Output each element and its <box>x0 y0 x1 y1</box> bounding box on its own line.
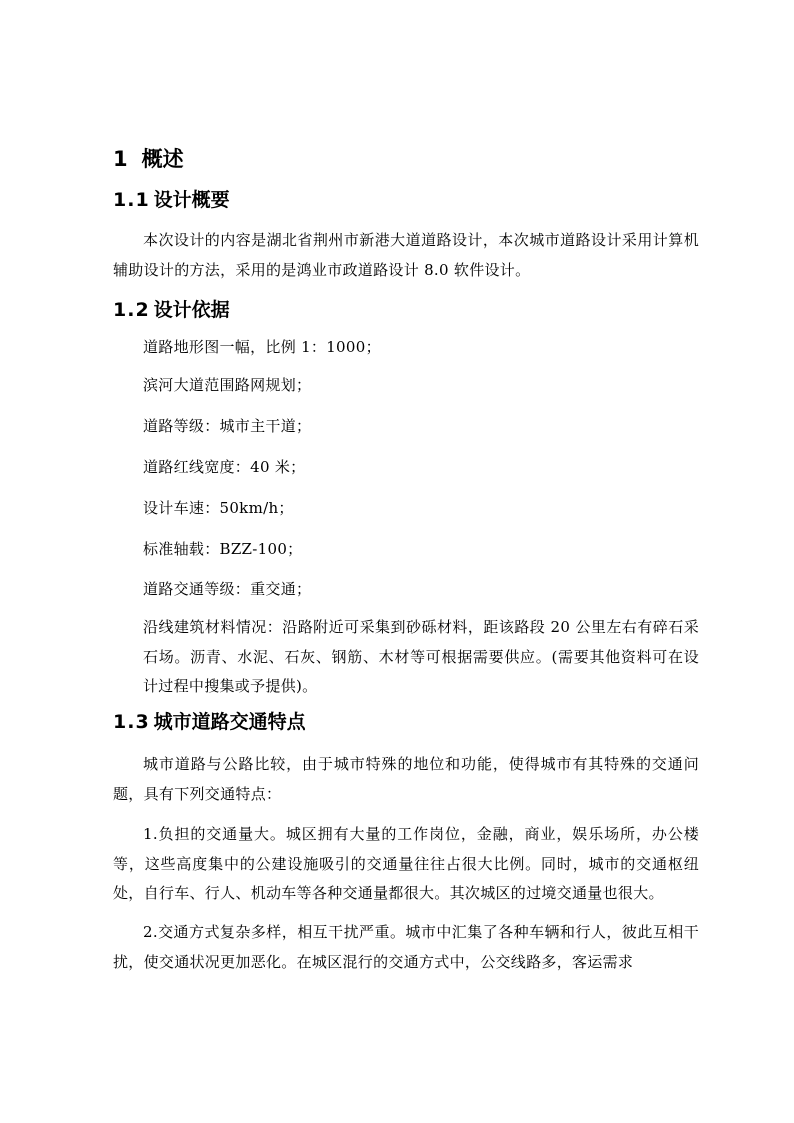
section-title: 城市道路交通特点 <box>153 711 306 733</box>
section-number: 1.1 <box>113 189 150 211</box>
chapter-title: 概述 <box>141 147 184 171</box>
section-number: 1.3 <box>113 711 150 733</box>
chapter-heading <box>113 144 184 174</box>
traffic-feature-2-paragraph: 2.交通方式复杂多样，相互干扰严重。城市中汇集了各种车辆和行人，彼此互相干扰，使交通状况更加恶化。在城区混行的交通方式中，公交线路多，客运需求 <box>113 923 699 971</box>
basis-item-topographic-map: 道路地形图一幅，比例 1：1000； <box>143 338 381 356</box>
section-title: 设计概要 <box>153 189 230 211</box>
section-heading-1-1 <box>113 186 230 214</box>
basis-item-red-line-width: 道路红线宽度：40 米； <box>143 458 306 476</box>
design-overview-paragraph: 本次设计的内容是湖北省荆州市新港大道道路设计，本次城市道路设计采用计算机辅助设计的方法，采用的是鸿业市政道路设计 8.0 软件设计。 <box>113 231 699 279</box>
section-heading-1-2 <box>113 296 230 324</box>
basis-item-road-grade: 道路等级：城市主干道； <box>143 417 312 435</box>
basis-item-building-materials: 沿线建筑材料情况：沿路附近可采集到砂砾材料，距该路段 20 公里左右有碎石采石场。沥青、水泥、石灰、钢筋、木材等可根据需要供应。(需要其他资料可在设计过程中搜集或予提供)。 <box>143 618 699 695</box>
section-title: 设计依据 <box>153 299 230 321</box>
basis-item-traffic-grade: 道路交通等级：重交通； <box>143 580 312 598</box>
section-heading-1-3 <box>113 708 306 736</box>
section-number: 1.2 <box>113 299 150 321</box>
traffic-feature-1-paragraph: 1.负担的交通量大。城区拥有大量的工作岗位，金融，商业，娱乐场所，办公楼等，这些高度集中的公建设施吸引的交通量往往占很大比例。同时，城市的交通枢纽处，自行车、行人、机动车等各种交通量都很大。其次城区的过境交通量也很大。 <box>113 825 699 902</box>
basis-item-standard-axle-load: 标准轴载：BZZ-100； <box>143 540 303 558</box>
traffic-intro-paragraph: 城市道路与公路比较，由于城市特殊的地位和功能，使得城市有其特殊的交通问题，具有下列交通特点： <box>113 755 699 803</box>
basis-item-design-speed: 设计车速：50km/h； <box>143 499 294 517</box>
basis-item-road-network: 滨河大道范围路网规划； <box>143 376 312 394</box>
chapter-number: 1 <box>113 147 128 171</box>
